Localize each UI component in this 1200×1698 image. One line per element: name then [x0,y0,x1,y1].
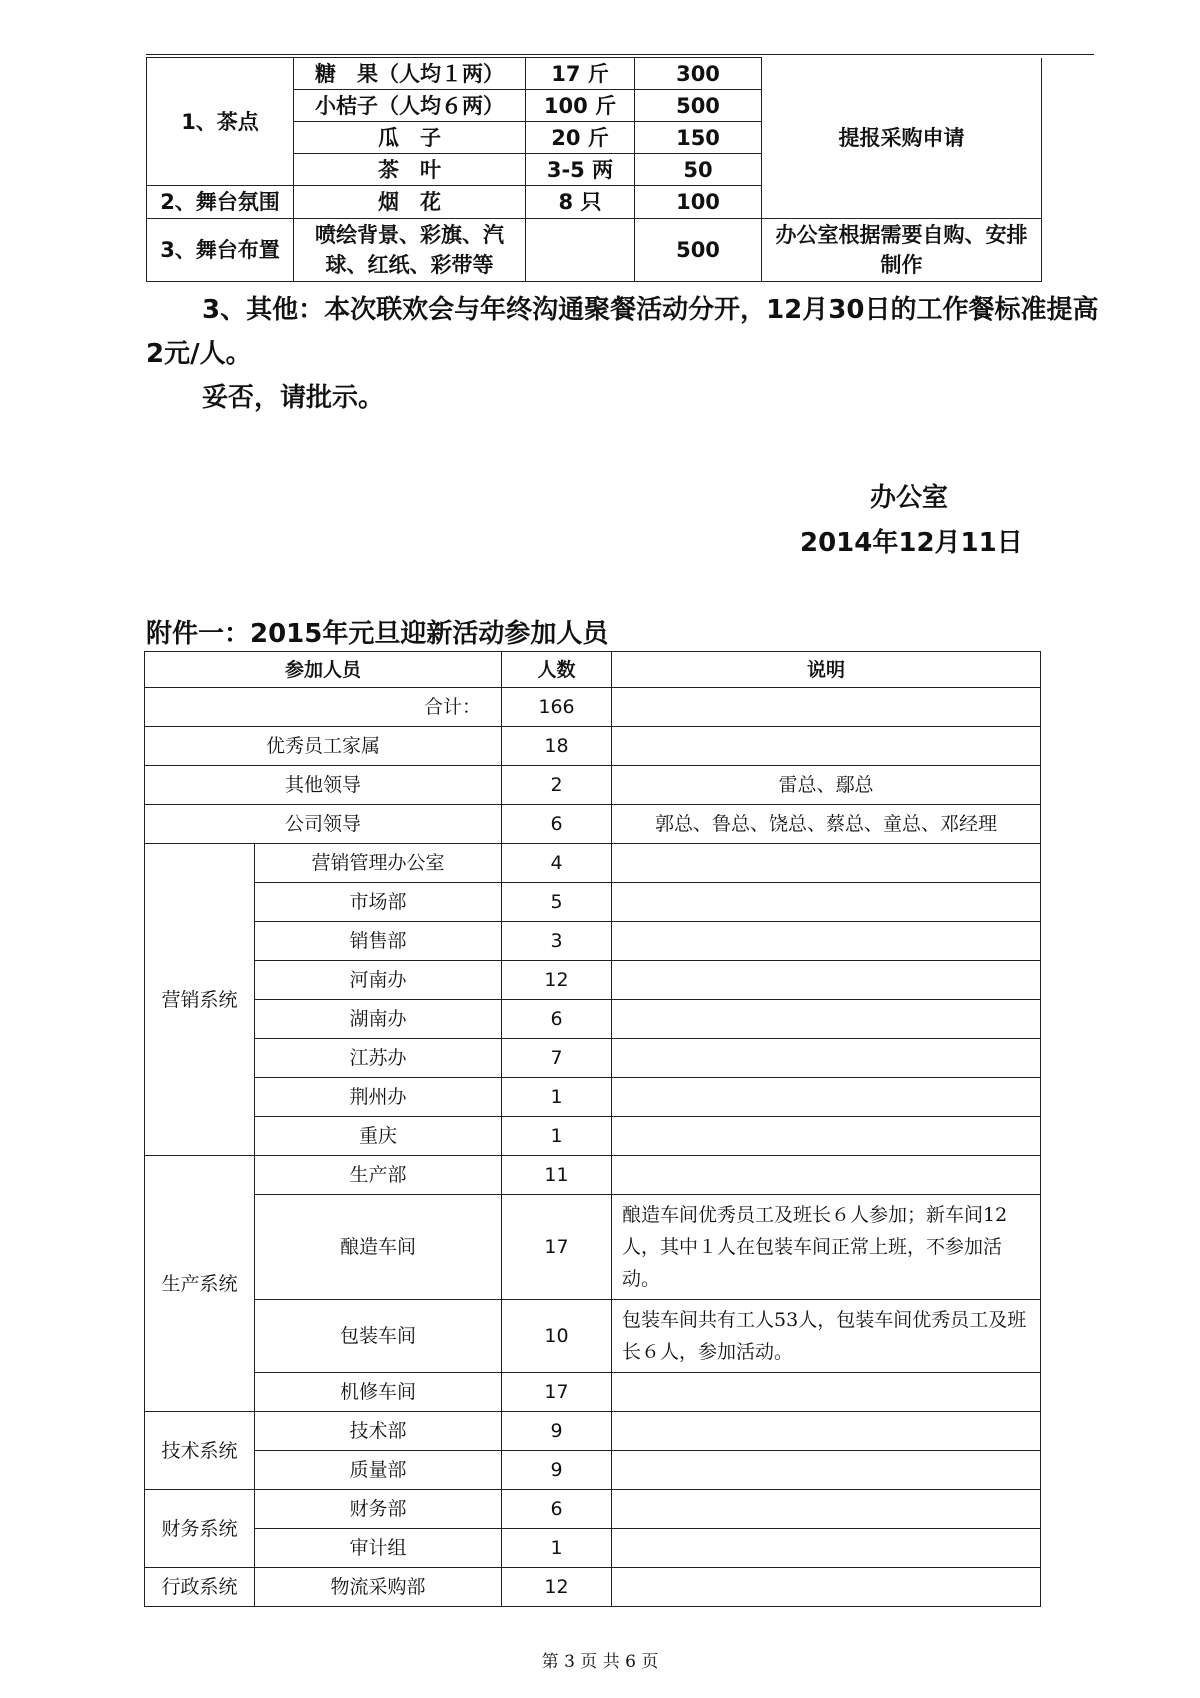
note-cell: 办公室根据需要自购、安排制作 [762,218,1042,281]
qty-cell: 17 斤 [526,58,635,90]
category-cell: 3、舞台布置 [147,218,294,281]
item-cell: 茶 叶 [294,154,526,186]
department-note [612,1156,1041,1195]
table-row [145,1195,1041,1300]
department-name: 河南办 [255,961,502,1000]
table-row [145,1000,1041,1039]
signature-department: 办公室 [870,483,949,513]
qty-cell: 3-5 两 [526,154,635,186]
department-note [612,844,1041,883]
category-cell: 1、茶点 [147,58,294,186]
header-count: 人数 [502,652,612,688]
department-count: 12 [502,961,612,1000]
table-row [145,805,1041,844]
department-name: 市场部 [255,883,502,922]
table-row [145,1156,1041,1195]
system-cell: 营销系统 [145,844,255,1156]
department-name: 荆州办 [255,1078,502,1117]
department-count: 9 [502,1412,612,1451]
participant-name: 其他领导 [145,766,502,805]
participant-note: 郭总、鲁总、饶总、蔡总、童总、邓经理 [612,805,1041,844]
department-count: 3 [502,922,612,961]
department-note [612,1078,1041,1117]
department-note [612,1000,1041,1039]
attachment-title: 附件一：2015年元旦迎新活动参加人员 [146,619,609,649]
table-row [147,58,1042,90]
table-row [145,883,1041,922]
department-note [612,1039,1041,1078]
amount-cell: 500 [635,218,762,281]
total-count: 166 [502,688,612,727]
table-row [145,1490,1041,1529]
department-note: 包装车间共有工人53人，包装车间优秀员工及班长６人，参加活动。 [612,1300,1041,1373]
department-note [612,1373,1041,1412]
system-cell: 财务系统 [145,1490,255,1568]
department-name: 包装车间 [255,1300,502,1373]
department-count: 9 [502,1451,612,1490]
table-row [145,1568,1041,1607]
table-row [145,844,1041,883]
item-cell: 瓜 子 [294,122,526,154]
qty-cell [526,218,635,281]
department-name: 生产部 [255,1156,502,1195]
participants-table [144,651,1041,1607]
amount-cell: 100 [635,186,762,218]
system-cell: 技术系统 [145,1412,255,1490]
department-note [612,1117,1041,1156]
total-row [145,688,1041,727]
department-count: 5 [502,883,612,922]
signature-date: 2014年12月11日 [800,528,1023,558]
request-paragraph: 妥否，请批示。 [202,383,385,413]
department-count: 11 [502,1156,612,1195]
category-cell: 2、舞台氛围 [147,186,294,218]
participant-name: 公司领导 [145,805,502,844]
department-count: 1 [502,1117,612,1156]
department-name: 财务部 [255,1490,502,1529]
department-count: 10 [502,1300,612,1373]
department-name: 质量部 [255,1451,502,1490]
department-count: 17 [502,1195,612,1300]
participant-count: 2 [502,766,612,805]
system-cell: 生产系统 [145,1156,255,1412]
department-note [612,1490,1041,1529]
department-name: 销售部 [255,922,502,961]
amount-cell: 500 [635,90,762,122]
participant-note [612,727,1041,766]
department-name: 湖南办 [255,1000,502,1039]
department-count: 17 [502,1373,612,1412]
total-note [612,688,1041,727]
department-count: 6 [502,1490,612,1529]
other-paragraph: 3、其他：本次联欢会与年终沟通聚餐活动分开，12月30日的工作餐标准提高2元/人。 [146,295,1099,369]
total-label: 合计： [145,688,502,727]
table-row [145,766,1041,805]
page-footer: 第 3 页 共 6 页 [541,1652,659,1672]
system-cell: 行政系统 [145,1568,255,1607]
department-count: 6 [502,1000,612,1039]
department-name: 审计组 [255,1529,502,1568]
item-cell: 喷绘背景、彩旗、汽球、红纸、彩带等 [294,218,526,281]
table-row [145,961,1041,1000]
participant-count: 6 [502,805,612,844]
department-note [612,1412,1041,1451]
department-count: 4 [502,844,612,883]
participant-note: 雷总、鄢总 [612,766,1041,805]
header-note: 说明 [612,652,1041,688]
table-row [145,1078,1041,1117]
qty-cell: 20 斤 [526,122,635,154]
department-name: 技术部 [255,1412,502,1451]
table-row [145,1373,1041,1412]
department-count: 12 [502,1568,612,1607]
table-header-row [145,652,1041,688]
department-note [612,1568,1041,1607]
amount-cell: 150 [635,122,762,154]
supplies-table [146,57,1042,282]
participants-body [145,727,1041,1607]
table-row [145,1039,1041,1078]
table-row [147,218,1042,281]
header-participants: 参加人员 [145,652,502,688]
amount-cell: 300 [635,58,762,90]
department-note: 酿造车间优秀员工及班长６人参加；新车间12人，其中１人在包装车间正常上班，不参加活动。 [612,1195,1041,1300]
table-row [145,1451,1041,1490]
merged-note-cell: 提报采购申请 [762,58,1042,219]
table-row [145,727,1041,766]
table-row [145,1412,1041,1451]
top-rule [146,54,1094,55]
participant-name: 优秀员工家属 [145,727,502,766]
table-row [145,922,1041,961]
department-name: 江苏办 [255,1039,502,1078]
department-count: 1 [502,1078,612,1117]
department-note [612,883,1041,922]
department-count: 1 [502,1529,612,1568]
department-name: 物流采购部 [255,1568,502,1607]
department-count: 7 [502,1039,612,1078]
qty-cell: 8 只 [526,186,635,218]
department-name: 酿造车间 [255,1195,502,1300]
table-row [145,1529,1041,1568]
qty-cell: 100 斤 [526,90,635,122]
department-name: 营销管理办公室 [255,844,502,883]
item-cell: 小桔子（人均６两） [294,90,526,122]
participant-count: 18 [502,727,612,766]
table-row [145,1300,1041,1373]
department-note [612,1529,1041,1568]
amount-cell: 50 [635,154,762,186]
table-row [145,1117,1041,1156]
item-cell: 糖 果（人均１两） [294,58,526,90]
department-name: 重庆 [255,1117,502,1156]
department-note [612,961,1041,1000]
department-name: 机修车间 [255,1373,502,1412]
item-cell: 烟 花 [294,186,526,218]
department-note [612,1451,1041,1490]
department-note [612,922,1041,961]
